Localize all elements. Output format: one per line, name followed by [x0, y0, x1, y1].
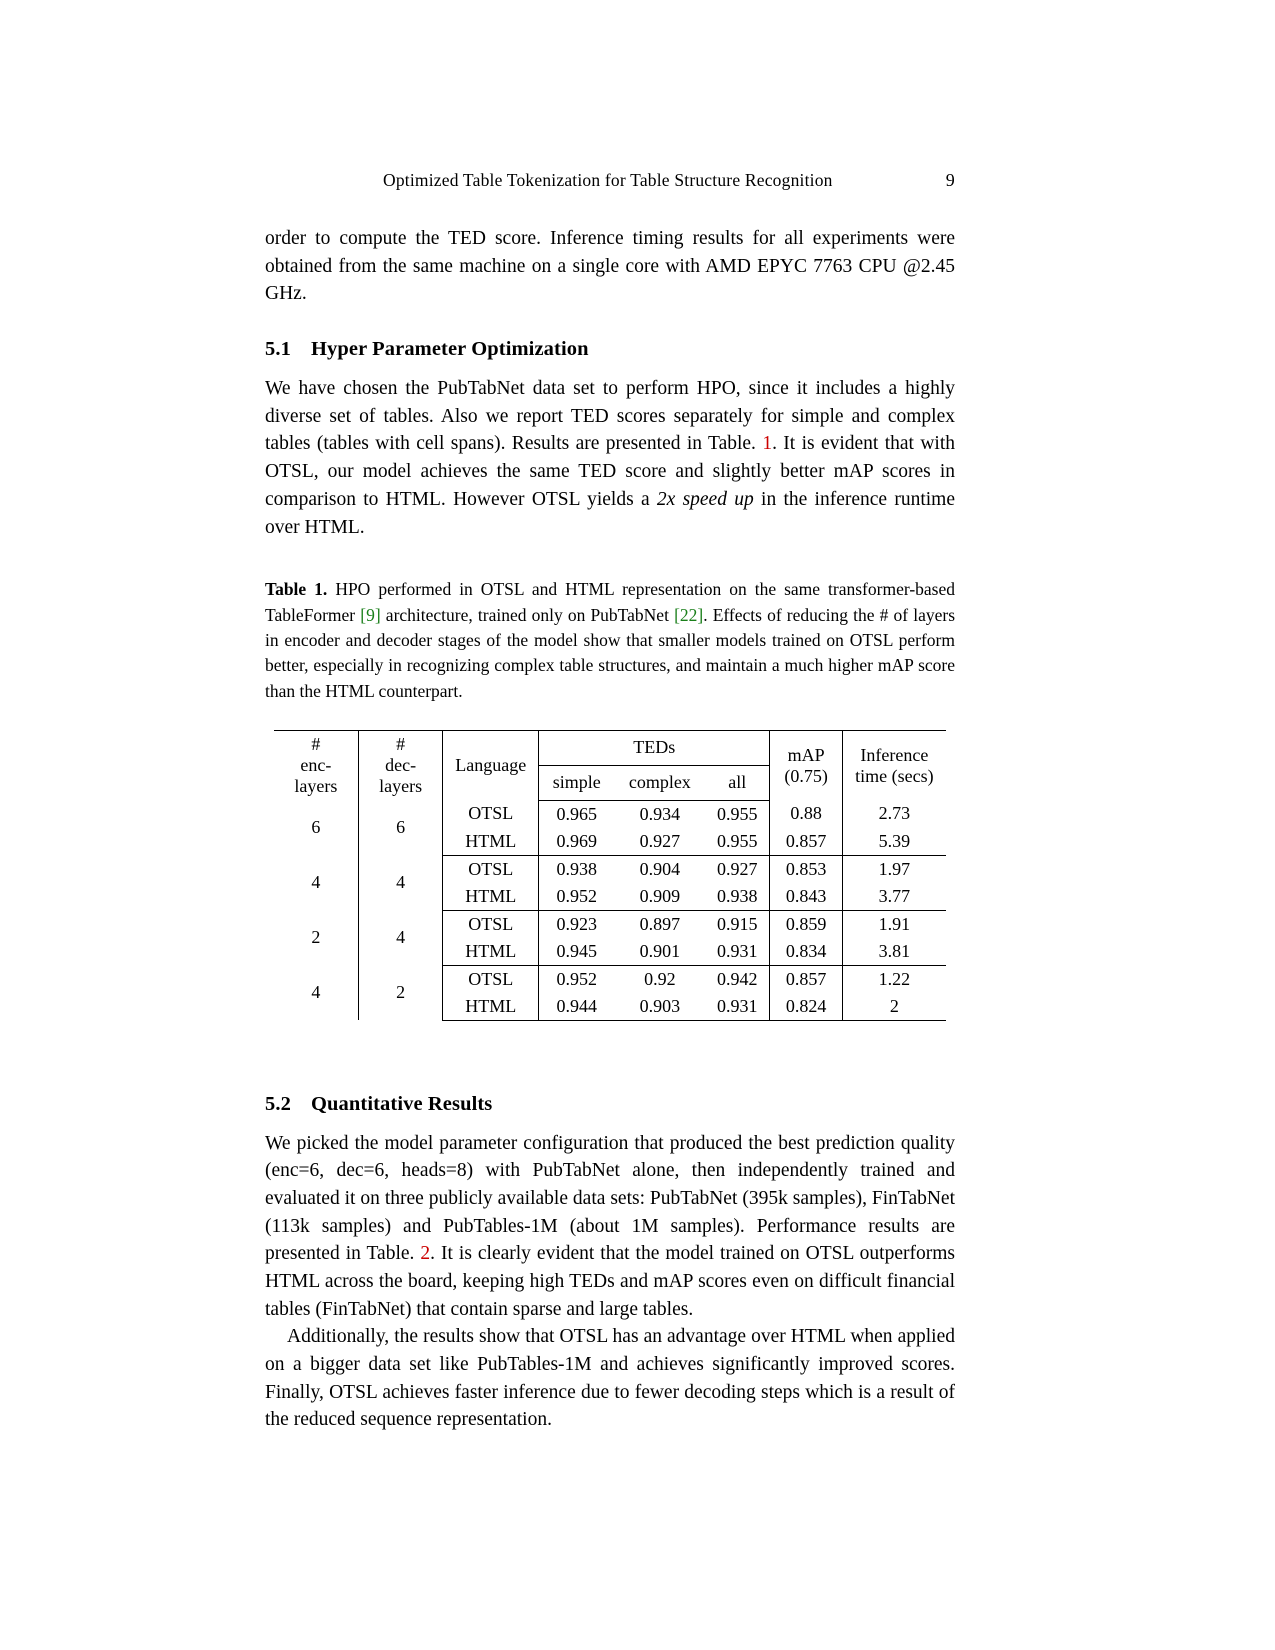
- cell-teds-all: 0.927: [717, 858, 758, 879]
- cell-teds-complex: 0.927: [615, 828, 706, 856]
- cell-dec-layers: 6: [358, 800, 443, 855]
- table-row: [274, 965, 946, 993]
- cell-language: OTSL: [443, 965, 539, 993]
- header-inference-time: Inference time (secs): [842, 731, 946, 801]
- cell-inference-time: 3.81: [842, 938, 946, 966]
- table-1-caption-label: Table 1.: [265, 579, 328, 600]
- paragraph-hpo-part-a: We have chosen the PubTabNet data set to perform HPO, since it includes a highly diverse set of tables. Also we report TED scores separately for simple and complex tables (tables with cell spans). Results are presented in Table.: [265, 378, 955, 455]
- cell-language: HTML: [443, 883, 539, 911]
- table-1-caption: [265, 577, 955, 704]
- cell-language: OTSL: [443, 855, 539, 883]
- cell-language: OTSL: [443, 800, 539, 828]
- cell-enc-layers: 4: [311, 872, 321, 893]
- header-dec-layers: # dec-layers: [358, 731, 443, 801]
- cell-teds-all: 0.931: [705, 993, 770, 1021]
- header-teds-all: all: [705, 765, 770, 800]
- cell-map: 0.843: [770, 883, 842, 911]
- cell-teds-simple: 0.965: [539, 800, 615, 828]
- cell-inference-time: 5.39: [842, 828, 946, 856]
- running-head-title: Optimized Table Tokenization for Table Structure Recognition: [383, 170, 833, 190]
- section-heading-5-1: [265, 338, 955, 361]
- cell-teds-simple: 0.952: [539, 965, 615, 993]
- cell-teds-all: 0.915: [717, 913, 758, 934]
- cell-enc-layers: 2: [311, 927, 321, 948]
- cell-map: 0.824: [770, 993, 842, 1021]
- table-row: [274, 800, 946, 828]
- results-table: [274, 730, 946, 1021]
- cell-inference-time: 1.91: [842, 910, 946, 938]
- page-content: [265, 170, 955, 1434]
- cell-inference-time: 2.73: [842, 800, 946, 828]
- cell-map: 0.857: [770, 828, 842, 856]
- header-map: mAP (0.75): [770, 731, 842, 801]
- paragraph-quantitative-part-a: We picked the model parameter configuration that produced the best prediction quality (enc=6, dec=6, heads=8) with PubTabNet alone, then independently trained and evaluated it on three publicly available data sets: PubTabNet (395k samples), FinTabNet (113k samples) and PubTables-1M (about 1M samples). Performance results are presented in Table.: [265, 1132, 955, 1265]
- cell-teds-simple: 0.938: [539, 855, 615, 883]
- cell-map: 0.853: [770, 855, 842, 883]
- header-enc-layers: # enc-layers: [274, 731, 358, 801]
- cell-teds-complex: 0.897: [639, 913, 681, 934]
- cell-teds-complex: 0.92: [644, 968, 676, 989]
- section-heading-5-2: [265, 1093, 955, 1116]
- cell-language: OTSL: [443, 910, 539, 938]
- cell-teds-simple: 0.969: [539, 828, 615, 856]
- cell-teds-all: 0.942: [717, 968, 758, 989]
- cell-dec-layers: 4: [358, 910, 443, 965]
- cell-map: 0.859: [770, 910, 842, 938]
- section-title-5-1: Hyper Parameter Optimization: [311, 338, 589, 361]
- section-number-5-2: 5.2: [265, 1092, 291, 1115]
- header-teds: TEDs: [539, 731, 770, 766]
- cell-language: HTML: [443, 828, 539, 856]
- table-1-caption-text-c: . Effects of reducing the # of layers in encoder and decoder stages of the model show that smaller models trained on OTSL perform better, especially in recognizing complex table structures, and maintain a much higher mAP score than the HTML counterpart.: [265, 604, 955, 701]
- cell-inference-time: 1.97: [842, 855, 946, 883]
- table-1-caption-text-b: architecture, trained only on PubTabNet: [380, 604, 675, 625]
- citation-9[interactable]: [9]: [360, 604, 381, 625]
- cell-dec-layers: 2: [358, 965, 443, 1020]
- paragraph-additional: Additionally, the results show that OTSL has an advantage over HTML when applied on a bigger data set like PubTables-1M and achieves significantly improved scores. Finally, OTSL achieves faster inference due to fewer decoding steps which is a result of the reduced sequence representation.: [265, 1326, 955, 1431]
- cell-inference-time: 1.22: [842, 965, 946, 993]
- cell-teds-simple: 0.945: [539, 938, 615, 966]
- running-head: [265, 170, 955, 191]
- cell-teds-simple: 0.952: [539, 883, 615, 911]
- cell-dec-layers: 4: [358, 855, 443, 910]
- table-1-caption-text-a: HPO performed in OTSL and HTML representation on the same transformer-based TableFormer: [265, 579, 955, 625]
- cell-teds-all: 0.938: [705, 883, 770, 911]
- cell-enc-layers: 6: [311, 817, 321, 838]
- section-number-5-1: 5.1: [265, 338, 291, 361]
- cell-teds-all: 0.955: [705, 828, 770, 856]
- cell-teds-complex: 0.901: [615, 938, 706, 966]
- paragraph-hpo-part-c: in the inference runtime over HTML.: [265, 488, 955, 538]
- cell-language: HTML: [443, 938, 539, 966]
- spacer: [265, 1021, 955, 1063]
- table-row: [274, 910, 946, 938]
- table-row: [274, 855, 946, 883]
- paragraph-quantitative: [265, 1130, 955, 1324]
- citation-22[interactable]: [22]: [674, 604, 704, 625]
- cell-language: HTML: [443, 993, 539, 1021]
- cell-teds-simple: 0.944: [539, 993, 615, 1021]
- cell-map: 0.857: [770, 965, 842, 993]
- paragraph-hpo-emphasis: 2x speed up: [656, 488, 754, 510]
- cell-inference-time: 2: [842, 993, 946, 1021]
- header-teds-simple: simple: [539, 765, 615, 800]
- page-number: 9: [945, 170, 955, 190]
- table-header-row-top: [274, 731, 946, 766]
- cell-teds-complex: 0.903: [615, 993, 706, 1021]
- paragraph-intro: order to compute the TED score. Inference timing results for all experiments were obtained from the same machine on a single core with AMD EPYC 7763 CPU @2.45 GHz.: [265, 228, 955, 305]
- cell-teds-complex: 0.909: [615, 883, 706, 911]
- cell-map: 0.88: [770, 800, 842, 828]
- cell-teds-simple: 0.923: [539, 910, 615, 938]
- cell-enc-layers: 4: [311, 982, 321, 1003]
- table-2-reference-link[interactable]: 2: [420, 1243, 431, 1265]
- table-1-reference-link[interactable]: 1: [762, 433, 773, 455]
- header-language: Language: [443, 731, 539, 801]
- cell-map: 0.834: [770, 938, 842, 966]
- cell-teds-all: 0.931: [705, 938, 770, 966]
- header-teds-complex: complex: [615, 765, 706, 800]
- paragraph-hpo: [265, 375, 955, 541]
- cell-inference-time: 3.77: [842, 883, 946, 911]
- section-title-5-2: Quantitative Results: [311, 1092, 493, 1115]
- cell-teds-complex: 0.934: [639, 803, 681, 824]
- paragraph-quantitative-part-b: . It is clearly evident that the model trained on OTSL outperforms HTML across the board, keeping high TEDs and mAP scores even on difficult financial tables (FinTabNet) that contain sparse and large tables.: [265, 1243, 955, 1320]
- cell-teds-all: 0.955: [717, 803, 758, 824]
- paragraph-hpo-part-b: . It is evident that with OTSL, our model achieves the same TED score and slightly better mAP scores in comparison to HTML. However OTSL yields a: [265, 433, 955, 510]
- cell-teds-complex: 0.904: [639, 858, 681, 879]
